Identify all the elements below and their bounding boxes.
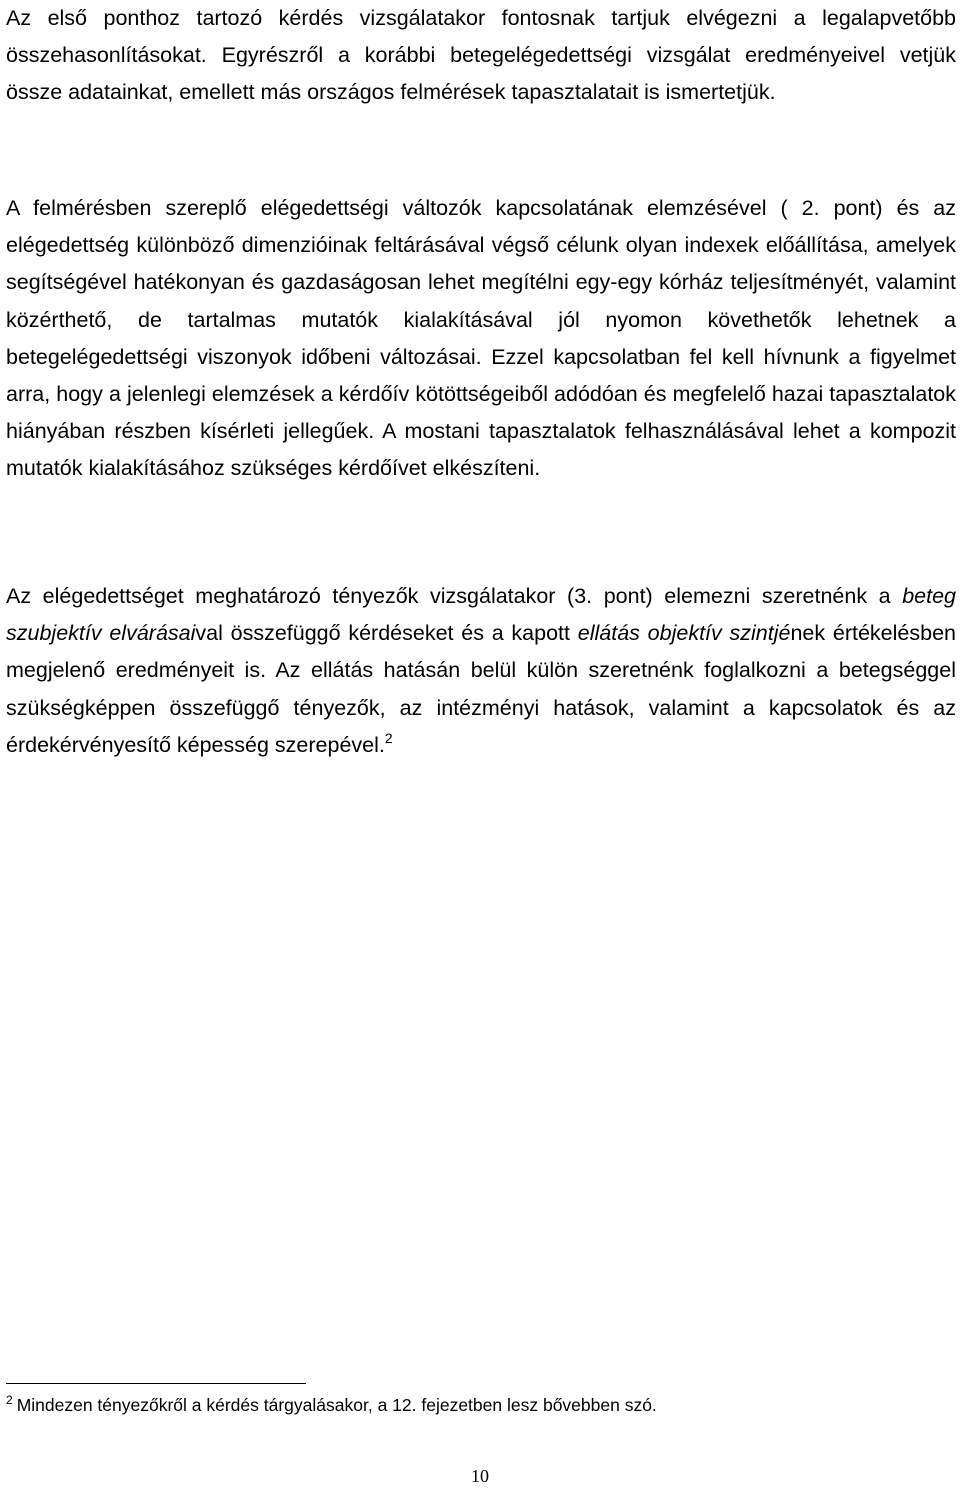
footnote-number: 2 — [6, 1393, 13, 1407]
p3-text-3: nek értékelésben megjelenő eredményeit is. Az ellátás hatásán belül külön szeretnénk foglalkozni a betegséggel szükségképpen összefüggő tényezők, az intézményi hatások, valamint a kapcsolatok és az érdekérvényesítő képesség szerepével. — [6, 621, 956, 757]
footnote-text: Mindezen tényezőkről a kérdés tárgyalásakor, a 12. fejezetben lesz bővebben szó. — [16, 1395, 657, 1415]
p3-italic-2: ellátás objektív szintjé — [577, 621, 791, 646]
footnote-separator — [6, 1383, 306, 1384]
footnote — [6, 1392, 906, 1418]
paragraph-satisfaction-factors — [6, 578, 956, 764]
p3-text-1: Az elégedettséget meghatározó tényezők vizsgálatakor (3. pont) elemezni szeretnénk a — [6, 584, 903, 608]
page-number: 10 — [471, 1466, 489, 1486]
p3-text-2: val összefüggő kérdéseket és a kapott — [195, 621, 578, 646]
p3-italic-1: beteg szubjektív elvárásai — [6, 584, 956, 646]
paragraph-comparisons: Az első ponthoz tartozó kérdés vizsgálatakor fontosnak tartjuk elvégezni a legalapvetőbb összehasonlításokat. Egyrészről a korábbi betegelégedettségi vizsgálat eredményeivel vetjük össze adatainkat, emellett más országos felmérések tapasztalatait is ismertetjük. — [6, 6, 956, 105]
footnote-reference[interactable]: 2 — [384, 729, 393, 746]
paragraph-indices: A felmérésben szereplő elégedettségi változók kapcsolatának elemzésével ( 2. pont) és az elégedettség különböző dimenzióinak feltárásával végső célunk olyan indexek előállítása, amelyek segítségével hatékonyan és gazdaságosan lehet megítélni egy-egy kórház teljesítményét, valamint közérthető, de tartalmas mutatók kialakításával jól nyomon követhetők lehetnek a betegelégedettségi viszonyok időbeni változásai. Ezzel kapcsolatban fel kell hívnunk a figyelmet arra, hogy a jelenlegi elemzések a kérdőív kötöttségeiből adódóan és megfelelő hazai tapasztalatok hiányában részben kísérleti jellegűek. A mostani tapasztalatok felhasználásával lehet a kompozit mutatók kialakításához szükséges kérdőívet elkészíteni. — [6, 196, 956, 481]
